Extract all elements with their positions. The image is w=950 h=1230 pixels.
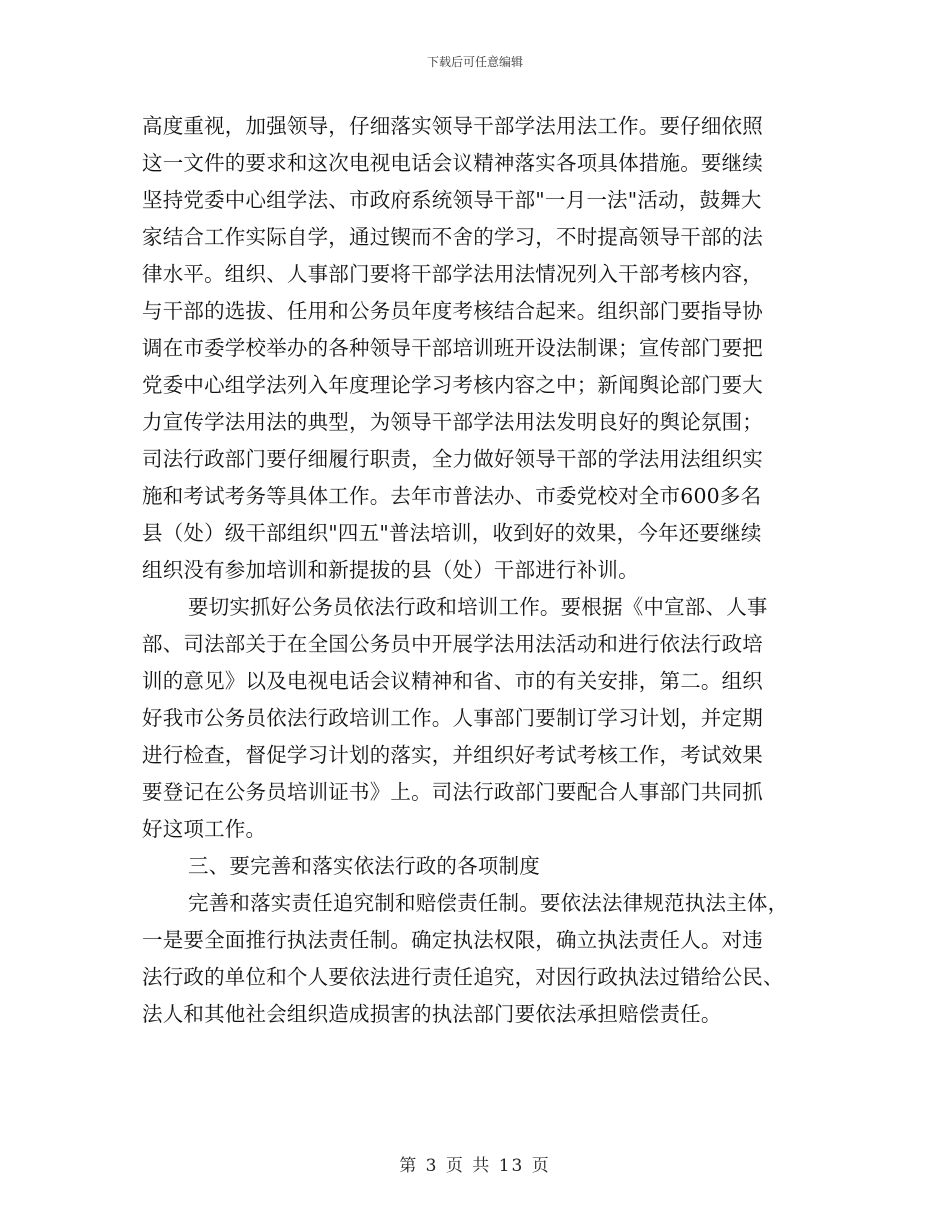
text-line: 好这项工作。 — [142, 817, 267, 841]
text-line: 律水平。组织、人事部门要将干部学法用法情况列入干部考核内容， — [142, 262, 763, 286]
text-line: 县（处）级干部组织"四五"普法培训，收到好的效果，今年还要继续 — [142, 521, 762, 545]
paragraph-start-line: 完善和落实责任追究制和赔偿责任制。要依法法律规范执法主体， — [188, 891, 789, 915]
text-line: 调在市委学校举办的各种领导干部培训班开设法制课；宣传部门要把 — [142, 336, 763, 360]
text-line: 进行检查，督促学习计划的落实，并组织好考试考核工作，考试效果 — [142, 743, 763, 767]
page-number-footer: 第 3 页 共 13 页 — [399, 1156, 551, 1176]
text-line: 法人和其他社会组织造成损害的执法部门要依法承担赔偿责任。 — [142, 1002, 722, 1026]
text-line: 党委中心组学法列入年度理论学习考核内容之中；新闻舆论部门要大 — [142, 373, 763, 397]
text-line: 组织没有参加培训和新提拔的县（处）干部进行补训。 — [142, 558, 639, 582]
text-line: 训的意见》以及电视电话会议精神和省、市的有关安排，第二。组织 — [142, 669, 763, 693]
section-heading: 三、要完善和落实依法行政的各项制度 — [188, 854, 540, 878]
text-line: 力宣传学法用法的典型，为领导干部学法用法发明良好的舆论氛围； — [142, 410, 763, 434]
text-line: 法行政的单位和个人要依法进行责任追究，对因行政执法过错给公民、 — [142, 965, 784, 989]
text-line: 司法行政部门要仔细履行职责，全力做好领导干部的学法用法组织实 — [142, 447, 763, 471]
document-body — [142, 108, 812, 1033]
paragraph-start-line: 要切实抓好公务员依法行政和培训工作。要根据《中宣部、人事 — [188, 595, 768, 619]
text-line: 施和考试考务等具体工作。去年市普法办、市委党校对全市600多名 — [142, 484, 762, 508]
page-header: 下载后可任意编辑 — [426, 55, 523, 69]
text-line: 这一文件的要求和这次电视电话会议精神落实各项具体措施。要继续 — [142, 151, 763, 175]
text-line: 高度重视，加强领导，仔细落实领导干部学法用法工作。要仔细依照 — [142, 114, 763, 138]
text-line: 家结合工作实际自学，通过锲而不舍的学习，不时提高领导干部的法 — [142, 225, 763, 249]
text-line: 部、司法部关于在全国公务员中开展学法用法活动和进行依法行政培 — [142, 632, 763, 656]
text-line: 坚持党委中心组学法、市政府系统领导干部"一月一法"活动，鼓舞大 — [142, 188, 762, 212]
text-line: 好我市公务员依法行政培训工作。人事部门要制订学习计划，并定期 — [142, 706, 763, 730]
text-line: 与干部的选拔、任用和公务员年度考核结合起来。组织部门要指导协 — [142, 299, 763, 323]
text-line: 一是要全面推行执法责任制。确定执法权限，确立执法责任人。对违 — [142, 928, 763, 952]
text-line: 要登记在公务员培训证书》上。司法行政部门要配合人事部门共同抓 — [142, 780, 763, 804]
